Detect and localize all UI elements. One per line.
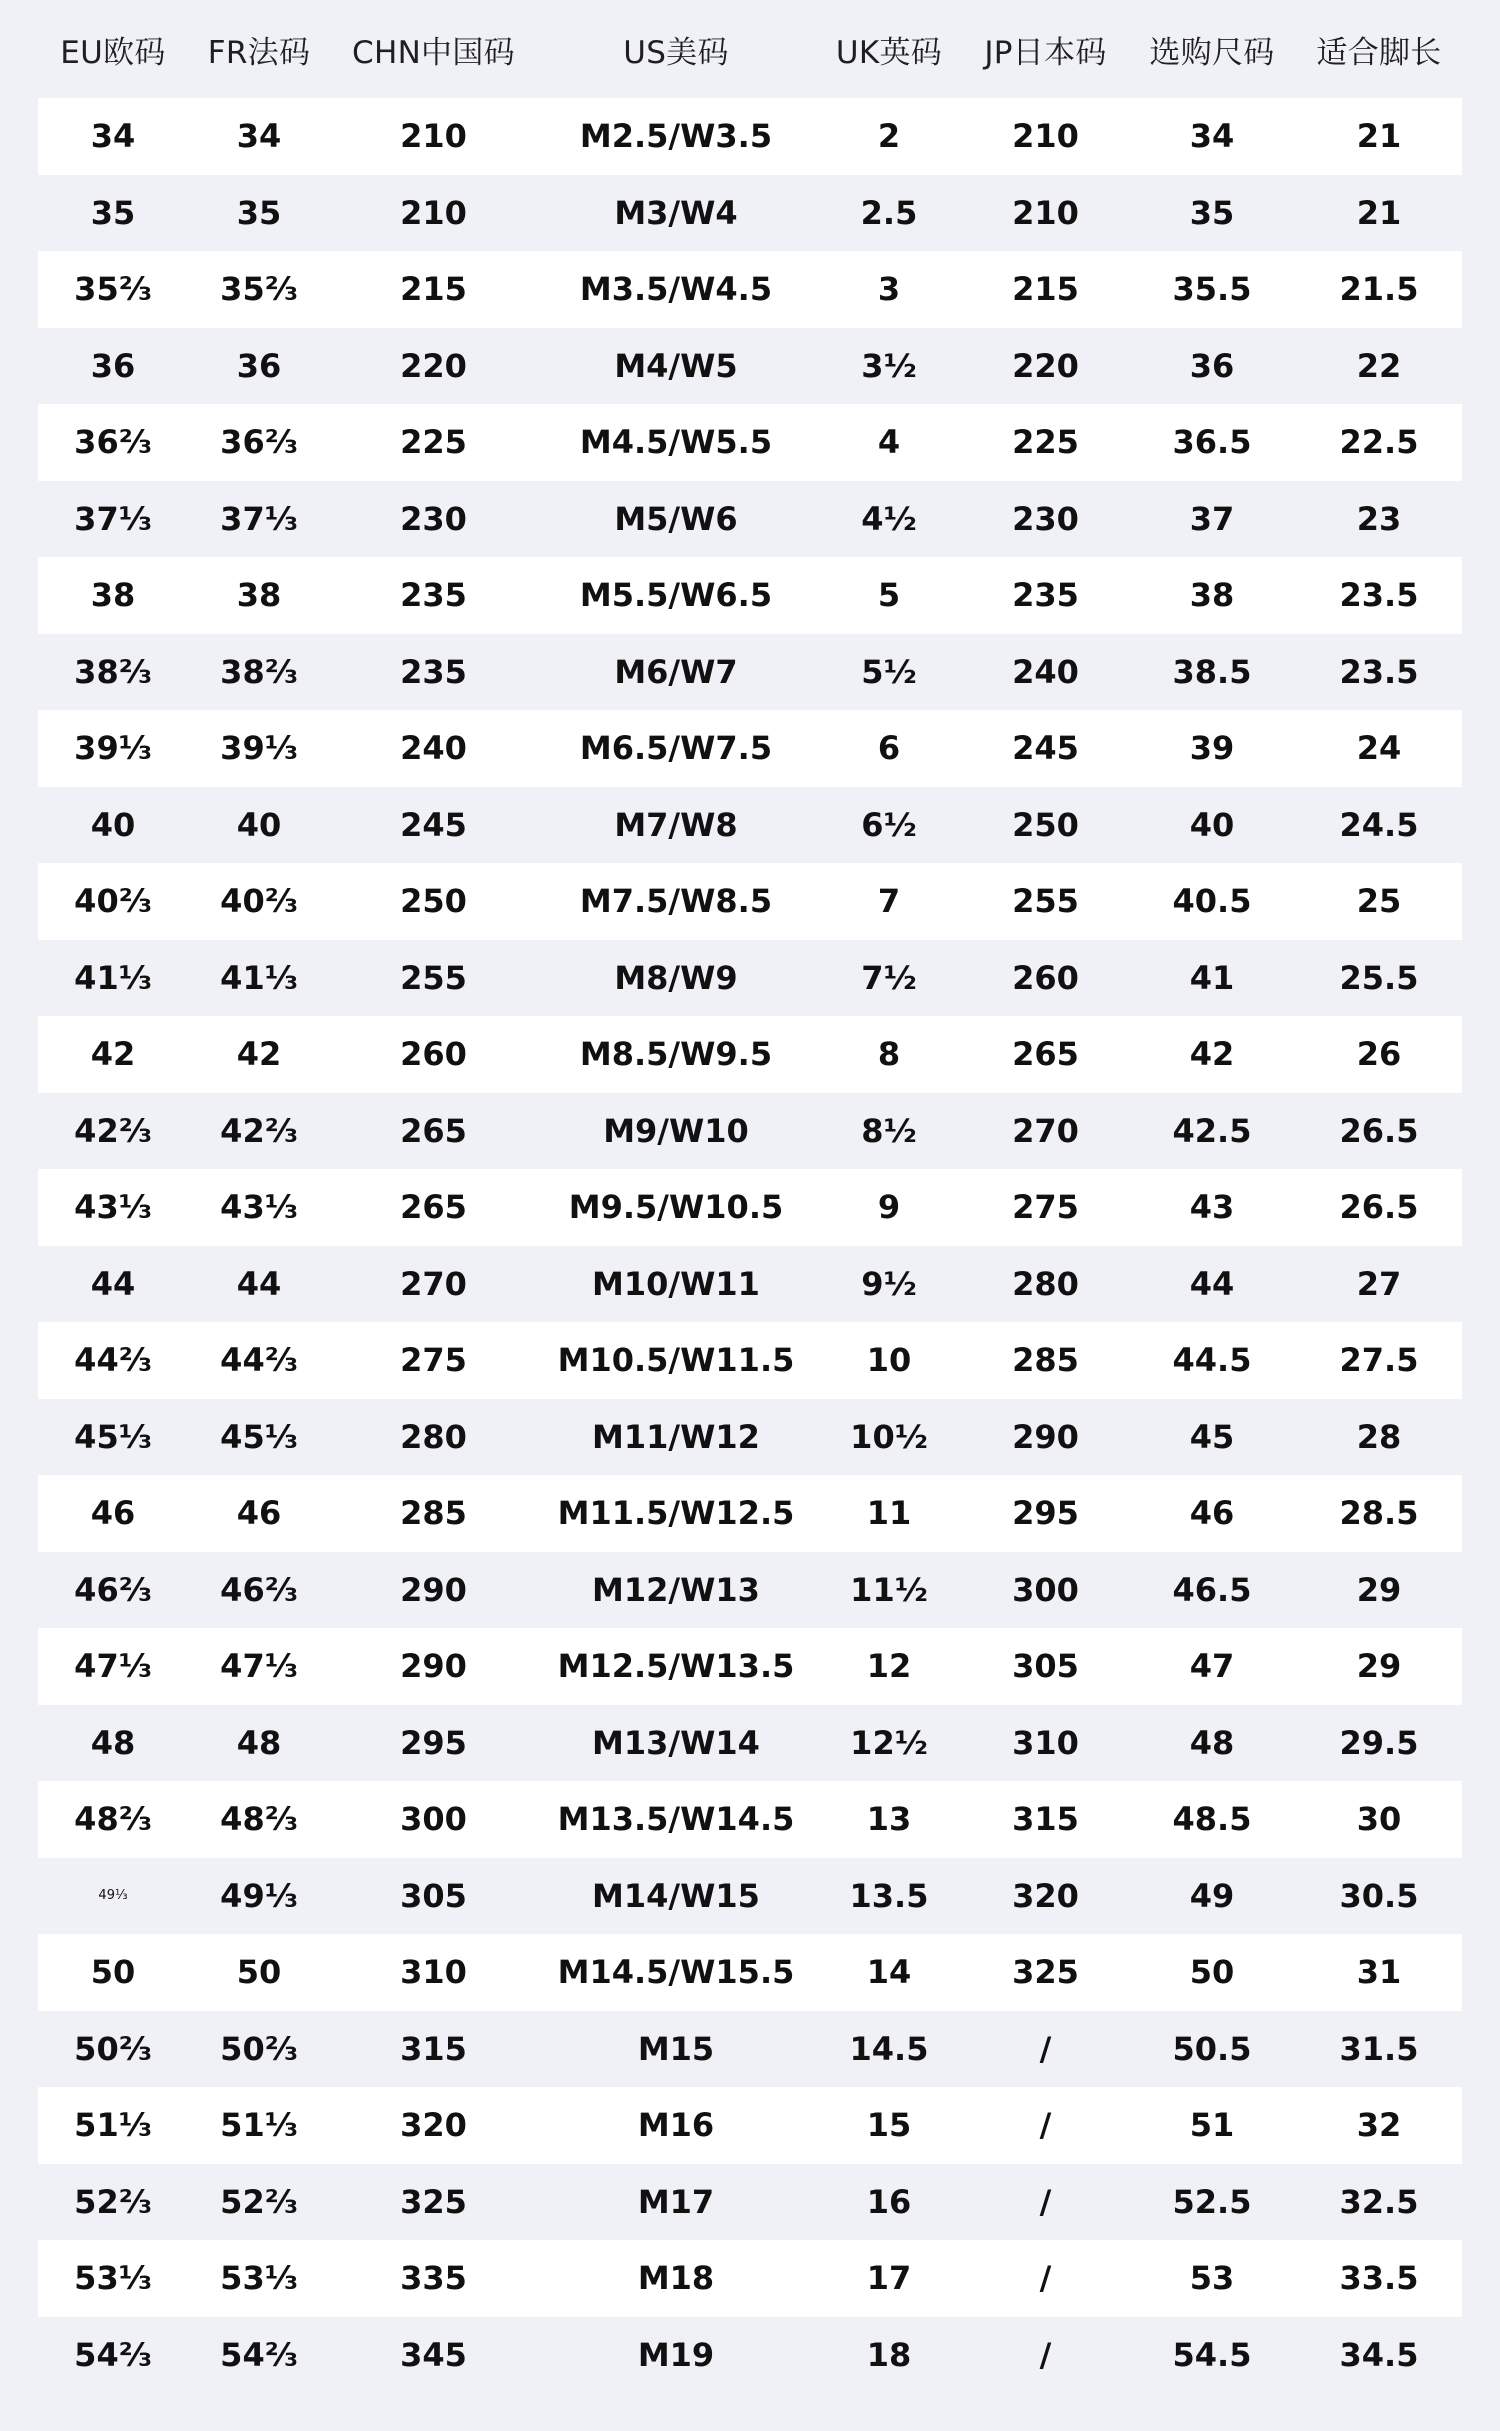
cell-select-size: 48: [1189, 1723, 1235, 1762]
table-row: [38, 1705, 1462, 1782]
cell-select-size: 43: [1189, 1188, 1235, 1227]
cell-us: M8.5/W9.5: [579, 1035, 773, 1074]
table-row: [38, 710, 1462, 787]
cell-chn: 210: [400, 117, 467, 156]
cell-jp: 280: [1012, 1264, 1079, 1303]
cell-select-size: 35: [1189, 193, 1235, 232]
cell-jp: 285: [1012, 1341, 1079, 1380]
cell-uk: 4½: [861, 499, 917, 538]
cell-us: M10.5/W11.5: [557, 1341, 795, 1380]
table-row: [38, 175, 1462, 252]
cell-fr: 42⅔: [220, 1111, 298, 1150]
cell-us: M6.5/W7.5: [579, 729, 773, 768]
header-foot-length: 适合脚长: [1316, 34, 1442, 71]
cell-fr: 46⅔: [220, 1570, 298, 1609]
cell-fr: 53⅓: [220, 2259, 298, 2298]
cell-us: M3/W4: [614, 193, 738, 232]
cell-us: M5/W6: [614, 499, 738, 538]
cell-fr: 40⅔: [220, 882, 298, 921]
cell-select-size: 42: [1189, 1035, 1235, 1074]
cell-us: M7/W8: [614, 805, 738, 844]
cell-jp: 260: [1012, 958, 1079, 997]
cell-fr: 43⅓: [220, 1188, 298, 1227]
table-row: [38, 2087, 1462, 2164]
table-row: [38, 2164, 1462, 2241]
cell-uk: 11½: [850, 1570, 928, 1609]
cell-fr: 51⅓: [220, 2106, 298, 2145]
cell-jp: 225: [1012, 423, 1079, 462]
table-row: [38, 1781, 1462, 1858]
cell-fr: 54⅔: [220, 2335, 298, 2374]
cell-chn: 310: [400, 1953, 467, 1992]
table-row: [38, 98, 1462, 175]
cell-fr: 38: [236, 576, 282, 615]
cell-uk: 5: [877, 576, 901, 615]
cell-eu: 50⅔: [74, 2029, 152, 2068]
cell-eu: 54⅔: [74, 2335, 152, 2374]
table-row: [38, 2240, 1462, 2317]
cell-select-size: 39: [1189, 729, 1235, 768]
cell-foot-length: 33.5: [1339, 2259, 1419, 2298]
cell-uk: 8½: [861, 1111, 917, 1150]
cell-jp: 275: [1012, 1188, 1079, 1227]
cell-foot-length: 29: [1356, 1647, 1402, 1686]
cell-select-size: 35.5: [1172, 270, 1252, 309]
cell-select-size: 38: [1189, 576, 1235, 615]
cell-uk: 15: [866, 2106, 912, 2145]
cell-chn: 245: [400, 805, 467, 844]
cell-jp: 230: [1012, 499, 1079, 538]
cell-fr: 35: [236, 193, 282, 232]
cell-fr: 42: [236, 1035, 282, 1074]
cell-fr: 37⅓: [220, 499, 298, 538]
cell-foot-length: 27.5: [1339, 1341, 1419, 1380]
cell-eu: 36: [90, 346, 136, 385]
cell-chn: 210: [400, 193, 467, 232]
table-row: [38, 863, 1462, 940]
cell-foot-length: 32.5: [1339, 2182, 1419, 2221]
cell-us: M4.5/W5.5: [579, 423, 773, 462]
cell-fr: 50: [236, 1953, 282, 1992]
table-row: [38, 251, 1462, 328]
cell-uk: 11: [866, 1494, 912, 1533]
cell-select-size: 53: [1189, 2259, 1235, 2298]
cell-chn: 320: [400, 2106, 467, 2145]
cell-us: M14/W15: [592, 1876, 760, 1915]
cell-jp: 210: [1012, 193, 1079, 232]
cell-uk: 6½: [861, 805, 917, 844]
cell-uk: 4: [877, 423, 901, 462]
cell-select-size: 47: [1189, 1647, 1235, 1686]
cell-fr: 44⅔: [220, 1341, 298, 1380]
cell-us: M11/W12: [592, 1417, 760, 1456]
cell-eu: 36⅔: [74, 423, 152, 462]
cell-eu: 51⅓: [74, 2106, 152, 2145]
cell-uk: 7½: [861, 958, 917, 997]
table-row: [38, 787, 1462, 864]
cell-eu: 52⅔: [74, 2182, 152, 2221]
cell-select-size: 41: [1189, 958, 1235, 997]
cell-jp: /: [1039, 2106, 1052, 2145]
table-row: [38, 1628, 1462, 1705]
cell-eu: 43⅓: [74, 1188, 152, 1227]
table-row: [38, 1858, 1462, 1935]
cell-chn: 265: [400, 1188, 467, 1227]
table-row: [38, 481, 1462, 558]
table-row: [38, 1322, 1462, 1399]
cell-jp: 210: [1012, 117, 1079, 156]
table-row: [38, 1016, 1462, 1093]
cell-jp: 320: [1012, 1876, 1079, 1915]
cell-foot-length: 28.5: [1339, 1494, 1419, 1533]
cell-foot-length: 31: [1356, 1953, 1402, 1992]
cell-eu: 34: [90, 117, 136, 156]
cell-uk: 9: [877, 1188, 901, 1227]
cell-jp: 220: [1012, 346, 1079, 385]
cell-select-size: 50.5: [1172, 2029, 1252, 2068]
cell-select-size: 52.5: [1172, 2182, 1252, 2221]
cell-jp: 305: [1012, 1647, 1079, 1686]
cell-us: M9.5/W10.5: [568, 1188, 784, 1227]
cell-select-size: 34: [1189, 117, 1235, 156]
cell-select-size: 40: [1189, 805, 1235, 844]
cell-fr: 39⅓: [220, 729, 298, 768]
cell-chn: 240: [400, 729, 467, 768]
cell-uk: 14: [866, 1953, 912, 1992]
cell-select-size: 38.5: [1172, 652, 1252, 691]
cell-us: M15: [637, 2029, 715, 2068]
cell-foot-length: 21: [1356, 117, 1402, 156]
cell-us: M8/W9: [614, 958, 738, 997]
cell-fr: 34: [236, 117, 282, 156]
cell-select-size: 54.5: [1172, 2335, 1252, 2374]
cell-eu: 45⅓: [74, 1417, 152, 1456]
cell-select-size: 40.5: [1172, 882, 1252, 921]
cell-eu: 40⅔: [74, 882, 152, 921]
cell-select-size: 50: [1189, 1953, 1235, 1992]
cell-fr: 46: [236, 1494, 282, 1533]
cell-foot-length: 24: [1356, 729, 1402, 768]
cell-chn: 260: [400, 1035, 467, 1074]
cell-uk: 3½: [861, 346, 917, 385]
cell-select-size: 45: [1189, 1417, 1235, 1456]
cell-uk: 10½: [850, 1417, 928, 1456]
cell-eu: 42: [90, 1035, 136, 1074]
cell-uk: 16: [866, 2182, 912, 2221]
cell-jp: 265: [1012, 1035, 1079, 1074]
cell-jp: 310: [1012, 1723, 1079, 1762]
cell-foot-length: 29: [1356, 1570, 1402, 1609]
cell-uk: 13: [866, 1800, 912, 1839]
header-uk: UK英码: [835, 34, 943, 71]
cell-fr: 52⅔: [220, 2182, 298, 2221]
cell-eu: 40: [90, 805, 136, 844]
cell-foot-length: 26: [1356, 1035, 1402, 1074]
header-jp: JP日本码: [984, 34, 1107, 71]
cell-foot-length: 26.5: [1339, 1111, 1419, 1150]
table-row: [38, 2011, 1462, 2088]
cell-chn: 300: [400, 1800, 467, 1839]
cell-fr: 36: [236, 346, 282, 385]
cell-us: M17: [637, 2182, 715, 2221]
cell-jp: 270: [1012, 1111, 1079, 1150]
cell-chn: 315: [400, 2029, 467, 2068]
cell-jp: 325: [1012, 1953, 1079, 1992]
cell-uk: 13.5: [849, 1876, 929, 1915]
cell-us: M19: [637, 2335, 715, 2374]
cell-fr: 40: [236, 805, 282, 844]
cell-foot-length: 28: [1356, 1417, 1402, 1456]
cell-uk: 3: [877, 270, 901, 309]
cell-fr: 48: [236, 1723, 282, 1762]
header-fr: FR法码: [207, 34, 311, 71]
cell-uk: 18: [866, 2335, 912, 2374]
cell-eu: 41⅓: [74, 958, 152, 997]
cell-foot-length: 23.5: [1339, 576, 1419, 615]
cell-jp: 250: [1012, 805, 1079, 844]
cell-fr: 49⅓: [220, 1876, 298, 1915]
cell-uk: 17: [866, 2259, 912, 2298]
cell-us: M9/W10: [603, 1111, 749, 1150]
cell-foot-length: 26.5: [1339, 1188, 1419, 1227]
cell-chn: 270: [400, 1264, 467, 1303]
cell-us: M2.5/W3.5: [579, 117, 773, 156]
cell-us: M7.5/W8.5: [579, 882, 773, 921]
cell-eu: 46⅔: [74, 1570, 152, 1609]
cell-foot-length: 21.5: [1339, 270, 1419, 309]
cell-us: M6/W7: [614, 652, 738, 691]
cell-jp: 300: [1012, 1570, 1079, 1609]
cell-chn: 220: [400, 346, 467, 385]
cell-foot-length: 25: [1356, 882, 1402, 921]
cell-us: M16: [637, 2106, 715, 2145]
cell-eu: 50: [90, 1953, 136, 1992]
cell-eu: 48⅔: [74, 1800, 152, 1839]
table-body: [38, 98, 1462, 2393]
header-us: US美码: [623, 34, 729, 71]
table-row: [38, 1093, 1462, 1170]
cell-eu: 46: [90, 1494, 136, 1533]
cell-eu: 39⅓: [74, 729, 152, 768]
cell-us: M5.5/W6.5: [579, 576, 773, 615]
cell-foot-length: 27: [1356, 1264, 1402, 1303]
cell-jp: 240: [1012, 652, 1079, 691]
table-row: [38, 1169, 1462, 1246]
table-row: [38, 1475, 1462, 1552]
cell-chn: 255: [400, 958, 467, 997]
cell-jp: /: [1039, 2182, 1052, 2221]
cell-uk: 5½: [861, 652, 917, 691]
cell-jp: /: [1039, 2335, 1052, 2374]
cell-foot-length: 22.5: [1339, 423, 1419, 462]
cell-uk: 6: [877, 729, 901, 768]
cell-fr: 36⅔: [220, 423, 298, 462]
cell-fr: 45⅓: [220, 1417, 298, 1456]
cell-fr: 47⅓: [220, 1647, 298, 1686]
cell-jp: 215: [1012, 270, 1079, 309]
cell-foot-length: 32: [1356, 2106, 1402, 2145]
cell-select-size: 36.5: [1172, 423, 1252, 462]
cell-select-size: 37: [1189, 499, 1235, 538]
size-chart-table: [38, 0, 1462, 2393]
cell-foot-length: 30.5: [1339, 1876, 1419, 1915]
cell-us: M4/W5: [614, 346, 738, 385]
cell-jp: /: [1039, 2029, 1052, 2068]
cell-eu: 53⅓: [74, 2259, 152, 2298]
cell-us: M13/W14: [592, 1723, 760, 1762]
cell-jp: /: [1039, 2259, 1052, 2298]
cell-jp: 315: [1012, 1800, 1079, 1839]
cell-chn: 295: [400, 1723, 467, 1762]
table-row: [38, 404, 1462, 481]
cell-foot-length: 23.5: [1339, 652, 1419, 691]
header-eu: EU欧码: [60, 34, 166, 71]
cell-foot-length: 34.5: [1339, 2335, 1419, 2374]
cell-us: M10/W11: [592, 1264, 760, 1303]
header-chn: CHN中国码: [352, 34, 515, 71]
cell-uk: 10: [866, 1341, 912, 1380]
table-header: [38, 0, 1462, 98]
cell-foot-length: 29.5: [1339, 1723, 1419, 1762]
cell-eu: 37⅓: [74, 499, 152, 538]
cell-chn: 345: [400, 2335, 467, 2374]
cell-chn: 305: [400, 1876, 467, 1915]
table-row: [38, 1246, 1462, 1323]
cell-select-size: 44: [1189, 1264, 1235, 1303]
table-row: [38, 2317, 1462, 2394]
cell-fr: 48⅔: [220, 1800, 298, 1839]
cell-chn: 250: [400, 882, 467, 921]
header-select-size: 选购尺码: [1149, 34, 1275, 71]
cell-fr: 41⅓: [220, 958, 298, 997]
cell-chn: 335: [400, 2259, 467, 2298]
cell-uk: 12: [866, 1647, 912, 1686]
cell-chn: 325: [400, 2182, 467, 2221]
cell-uk: 2.5: [860, 193, 918, 232]
cell-eu: 47⅓: [74, 1647, 152, 1686]
cell-foot-length: 22: [1356, 346, 1402, 385]
cell-fr: 50⅔: [220, 2029, 298, 2068]
cell-select-size: 36: [1189, 346, 1235, 385]
cell-select-size: 49: [1189, 1876, 1235, 1915]
cell-foot-length: 21: [1356, 193, 1402, 232]
cell-chn: 235: [400, 652, 467, 691]
cell-us: M13.5/W14.5: [557, 1800, 795, 1839]
cell-uk: 8: [877, 1035, 901, 1074]
cell-jp: 290: [1012, 1417, 1079, 1456]
cell-select-size: 46: [1189, 1494, 1235, 1533]
cell-fr: 35⅔: [220, 270, 298, 309]
cell-chn: 235: [400, 576, 467, 615]
cell-fr: 38⅔: [220, 652, 298, 691]
cell-us: M14.5/W15.5: [557, 1953, 795, 1992]
cell-select-size: 44.5: [1172, 1341, 1252, 1380]
cell-jp: 295: [1012, 1494, 1079, 1533]
cell-foot-length: 31.5: [1339, 2029, 1419, 2068]
cell-eu: 38: [90, 576, 136, 615]
table-row: [38, 1399, 1462, 1476]
cell-foot-length: 25.5: [1339, 958, 1419, 997]
cell-select-size: 46.5: [1172, 1570, 1252, 1609]
cell-select-size: 51: [1189, 2106, 1235, 2145]
cell-select-size: 48.5: [1172, 1800, 1252, 1839]
table-row: [38, 1552, 1462, 1629]
cell-us: M11.5/W12.5: [557, 1494, 795, 1533]
cell-chn: 230: [400, 499, 467, 538]
cell-chn: 285: [400, 1494, 467, 1533]
table-row: [38, 557, 1462, 634]
cell-us: M18: [637, 2259, 715, 2298]
cell-eu: 35: [90, 193, 136, 232]
cell-chn: 290: [400, 1647, 467, 1686]
cell-foot-length: 30: [1356, 1800, 1402, 1839]
cell-eu: 35⅔: [74, 270, 152, 309]
cell-chn: 265: [400, 1111, 467, 1150]
cell-us: M3.5/W4.5: [579, 270, 773, 309]
cell-chn: 225: [400, 423, 467, 462]
cell-chn: 215: [400, 270, 467, 309]
cell-eu: 38⅔: [74, 652, 152, 691]
table-row: [38, 634, 1462, 711]
cell-us: M12.5/W13.5: [557, 1647, 795, 1686]
table-row: [38, 328, 1462, 405]
cell-eu: 44⅔: [74, 1341, 152, 1380]
cell-uk: 2: [877, 117, 901, 156]
cell-eu: 44: [90, 1264, 136, 1303]
cell-uk: 9½: [861, 1264, 917, 1303]
cell-us: M12/W13: [592, 1570, 760, 1609]
table-row: [38, 1934, 1462, 2011]
cell-eu: 49⅓: [98, 1888, 128, 1904]
table-row: [38, 940, 1462, 1017]
cell-uk: 12½: [850, 1723, 928, 1762]
cell-jp: 245: [1012, 729, 1079, 768]
cell-foot-length: 24.5: [1339, 805, 1419, 844]
cell-jp: 235: [1012, 576, 1079, 615]
cell-uk: 14.5: [849, 2029, 929, 2068]
cell-chn: 290: [400, 1570, 467, 1609]
cell-foot-length: 23: [1356, 499, 1402, 538]
cell-eu: 48: [90, 1723, 136, 1762]
cell-uk: 7: [877, 882, 901, 921]
cell-select-size: 42.5: [1172, 1111, 1252, 1150]
cell-fr: 44: [236, 1264, 282, 1303]
cell-jp: 255: [1012, 882, 1079, 921]
cell-eu: 42⅔: [74, 1111, 152, 1150]
cell-chn: 280: [400, 1417, 467, 1456]
cell-chn: 275: [400, 1341, 467, 1380]
